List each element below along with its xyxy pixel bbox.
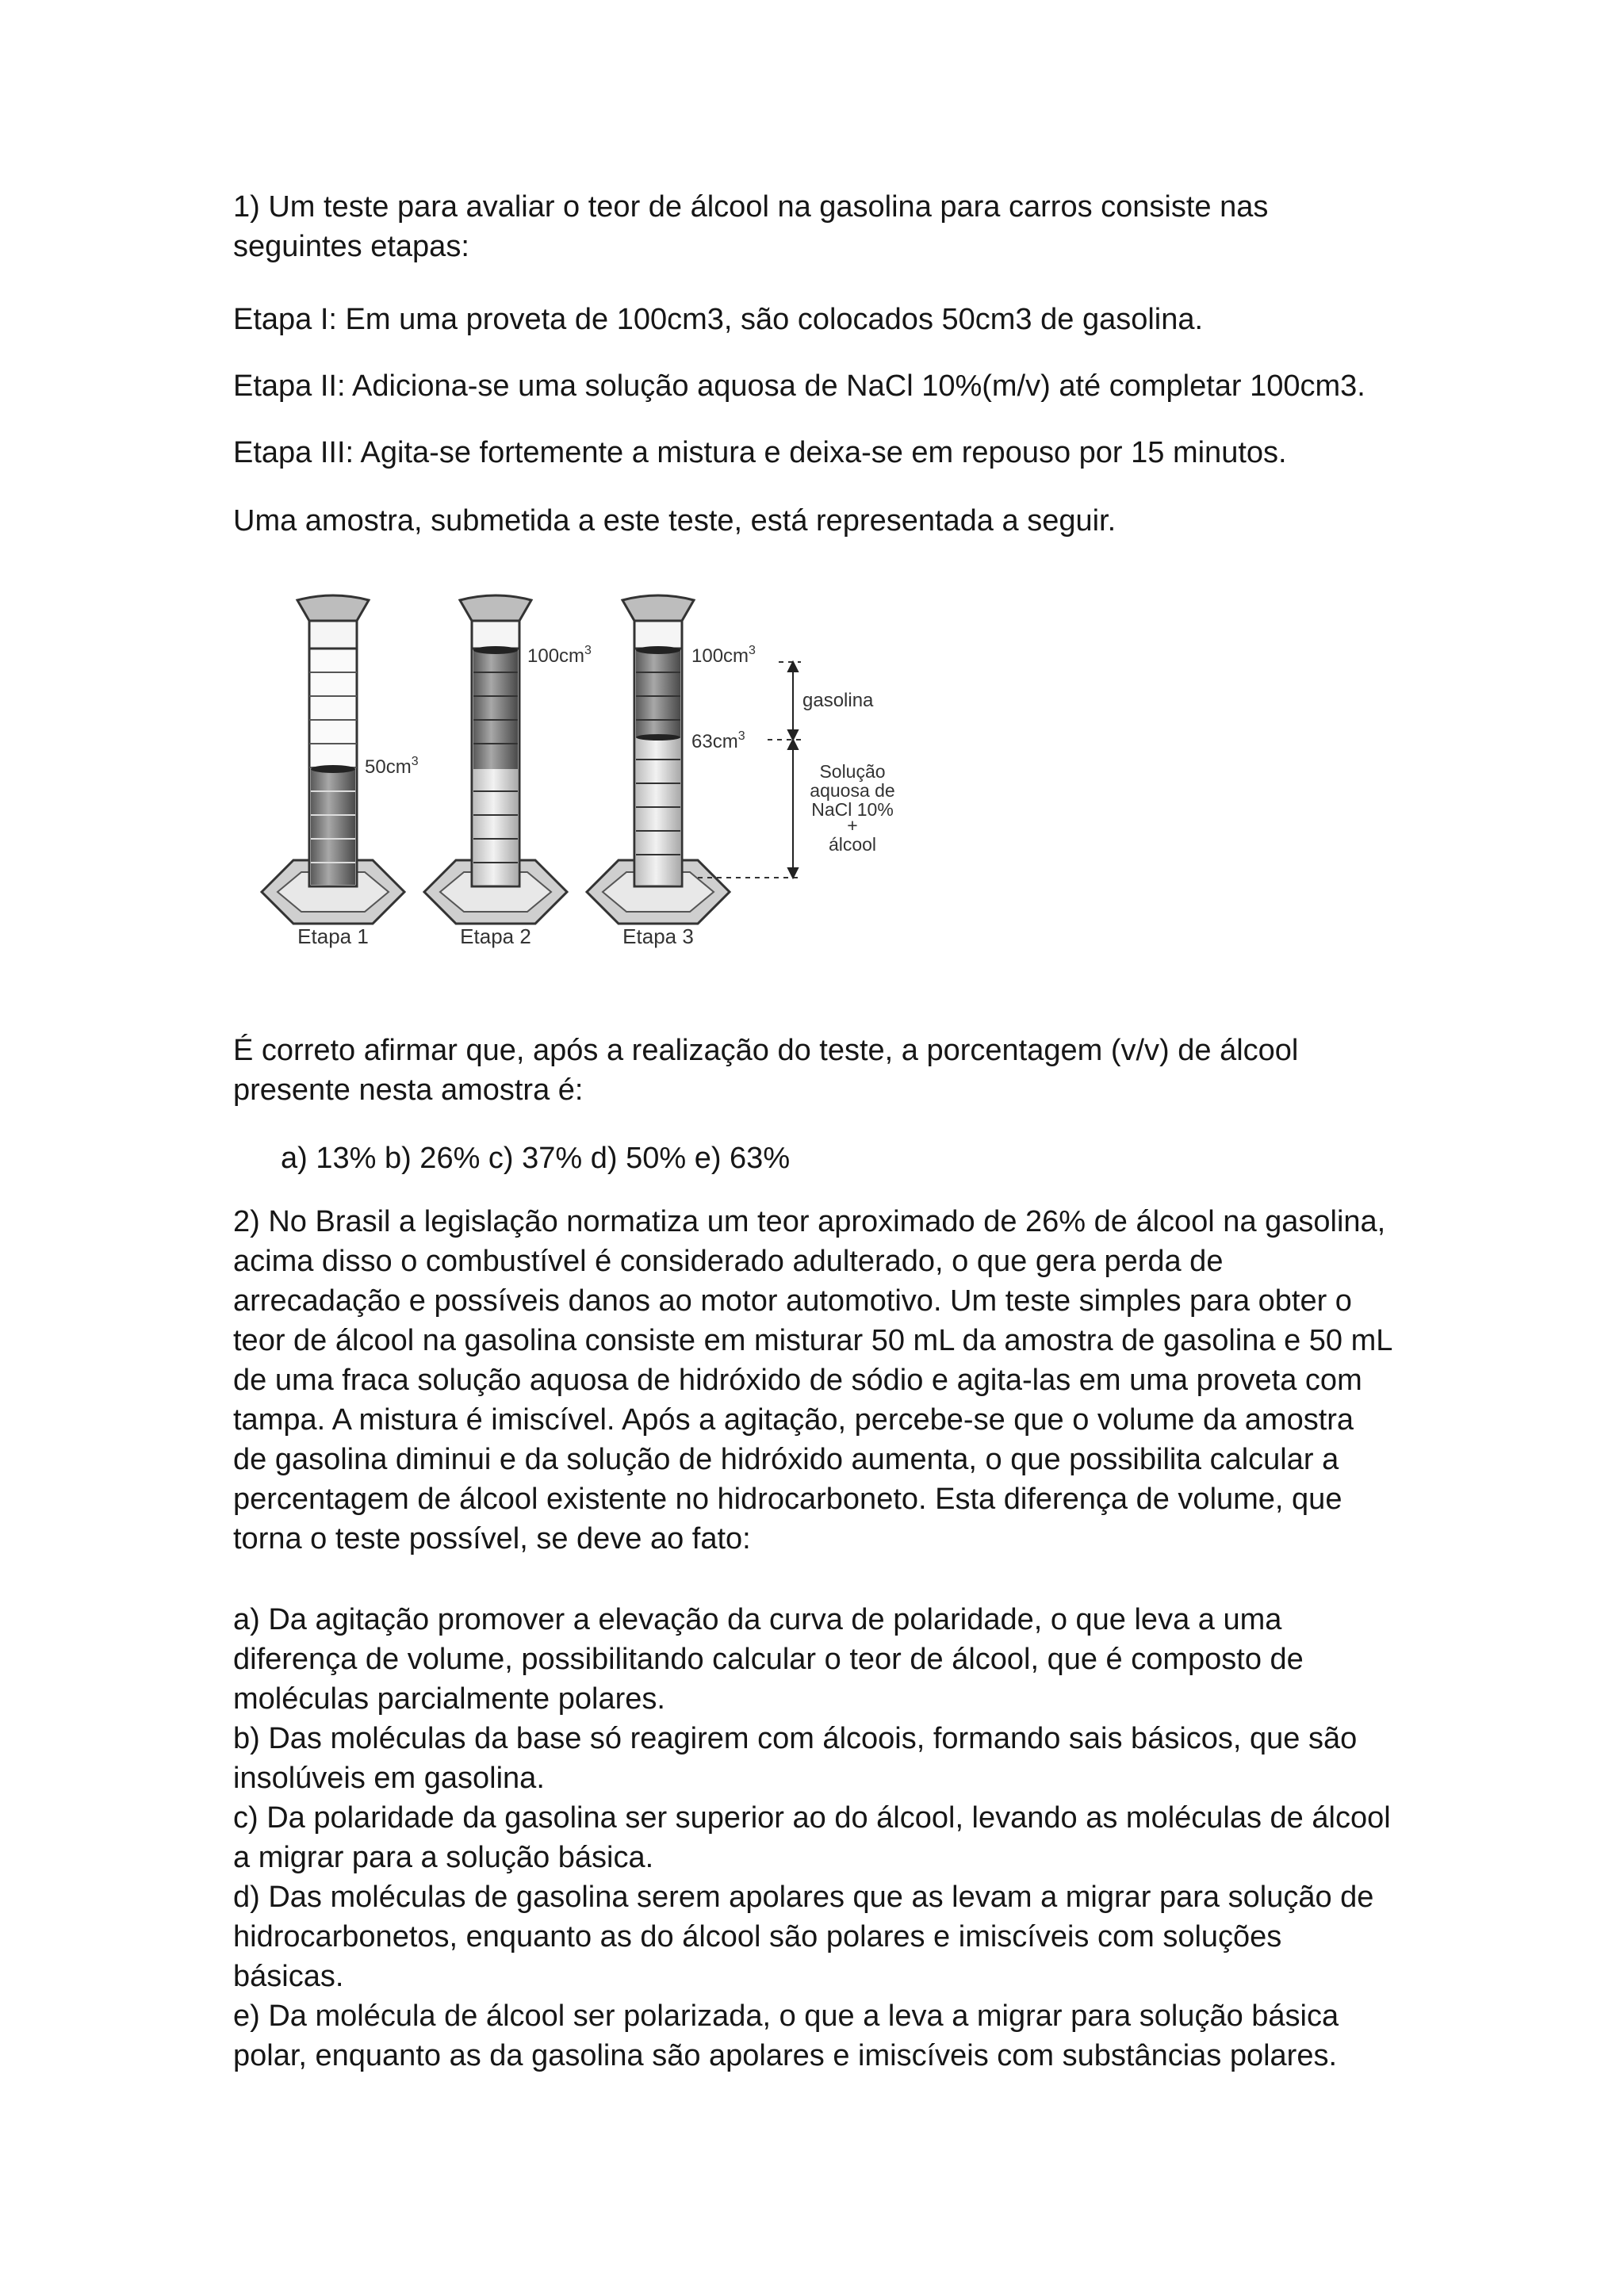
label-etapa-1: Etapa 1 <box>297 924 369 948</box>
q2-alternative-line: polar, enquanto as da gasolina são apolares e imiscíveis com substâncias polares. <box>233 2039 1338 2072</box>
q1-sample-text: Uma amostra, submetida a este teste, está representada a seguir. <box>233 504 1116 538</box>
q1-options: a) 13% b) 26% c) 37% d) 50% e) 63% <box>281 1142 791 1175</box>
graduated-cylinders-figure <box>254 583 936 959</box>
q2-alternative-line: e) Da molécula de álcool ser polarizada, o que a leva a migrar para solução básica <box>233 1999 1339 2033</box>
q1-step-3: Etapa III: Agita-se fortemente a mistura e deixa-se em repouso por 15 minutos. <box>233 436 1287 469</box>
q2-alternatives <box>233 1600 1407 2076</box>
q2-body-line: tampa. A mistura é imiscível. Após a agitação, percebe-se que o volume da amostra <box>233 1403 1354 1437</box>
q2-alternative-line: c) Da polaridade da gasolina ser superior ao do álcool, levando as moléculas de álcool <box>233 1801 1391 1835</box>
label-solucao-line: Solução <box>819 761 886 782</box>
q2-body-line: de gasolina diminui e da solução de hidróxido aumenta, o que possibilita calcular a <box>233 1443 1339 1476</box>
label-100cm-etapa3: $100cm^3$ <box>691 644 756 667</box>
q2-alternative-line: a) Da agitação promover a elevação da curva de polaridade, o que leva a uma <box>233 1603 1282 1636</box>
cylinders-illustration <box>254 583 936 959</box>
measure-arrows <box>788 662 798 878</box>
label-solucao-line: NaCl 10% <box>811 799 894 820</box>
label-solucao-line: aquosa de <box>810 780 895 801</box>
label-etapa-3: Etapa 3 <box>622 924 694 948</box>
label-100cm-etapa2: $100cm^3$ <box>527 644 592 667</box>
q2-alternative-line: moléculas parcialmente polares. <box>233 1682 665 1716</box>
q2-alternative-line: básicas. <box>233 1960 344 1993</box>
q2-alternative-line: hidrocarbonetos, enquanto as do álcool são polares e imiscíveis com soluções <box>233 1920 1282 1954</box>
q2-body-line: torna o teste possível, se deve ao fato: <box>233 1522 751 1556</box>
q2-body-line: acima disso o combustível é considerado adulterado, o que gera perda de <box>233 1245 1224 1278</box>
q1-step-2: Etapa II: Adiciona-se uma solução aquosa de NaCl 10%(m/v) até completar 100cm3. <box>233 369 1365 403</box>
q1-intro <box>233 187 1407 266</box>
q2-alternative-line: diferença de volume, possibilitando calcular o teor de álcool, que é composto de <box>233 1643 1304 1676</box>
q1-intro-line: 1) Um teste para avaliar o teor de álcool na gasolina para carros consiste nas <box>233 190 1269 224</box>
q2-body-line: percentagem de álcool existente no hidrocarboneto. Esta diferença de volume, que <box>233 1483 1342 1516</box>
q1-step-1: Etapa I: Em uma proveta de 100cm3, são colocados 50cm3 de gasolina. <box>233 303 1204 336</box>
reference-lines <box>698 662 801 878</box>
q2-body-line: 2) No Brasil a legislação normatiza um teor aproximado de 26% de álcool na gasolina, <box>233 1205 1386 1238</box>
label-50cm: $50cm^3$ <box>365 755 419 778</box>
q2-alternative-line: d) Das moléculas de gasolina serem apolares que as levam a migrar para solução de <box>233 1881 1374 1914</box>
q1-question-line: É correto afirmar que, após a realização do teste, a porcentagem (v/v) de álcool <box>233 1034 1299 1067</box>
q1-question <box>233 1031 1407 1110</box>
q2-body-line: de uma fraca solução aquosa de hidróxido de sódio e agita-las em uma proveta com <box>233 1364 1362 1397</box>
label-solucao <box>810 761 894 855</box>
q2-alternative-line: a migrar para a solução básica. <box>233 1841 654 1874</box>
q1-question-line: presente nesta amostra é: <box>233 1073 584 1107</box>
q2-body-line: arrecadação e possíveis danos ao motor automotivo. Um teste simples para obter o <box>233 1284 1352 1318</box>
q1-intro-line: seguintes etapas: <box>233 230 469 263</box>
label-solucao-line: + <box>847 815 858 836</box>
q2-body <box>233 1202 1407 1559</box>
q2-alternative-line: insolúveis em gasolina. <box>233 1762 545 1795</box>
label-solucao-line: álcool <box>828 834 877 855</box>
q2-alternative-line: b) Das moléculas da base só reagirem com álcoois, formando sais básicos, que são <box>233 1722 1358 1755</box>
label-etapa-2: Etapa 2 <box>460 924 531 948</box>
label-gasolina: gasolina <box>802 690 874 711</box>
q2-body-line: teor de álcool na gasolina consiste em misturar 50 mL da amostra de gasolina e 50 mL <box>233 1324 1393 1357</box>
label-63cm: $63cm^3$ <box>691 729 745 752</box>
